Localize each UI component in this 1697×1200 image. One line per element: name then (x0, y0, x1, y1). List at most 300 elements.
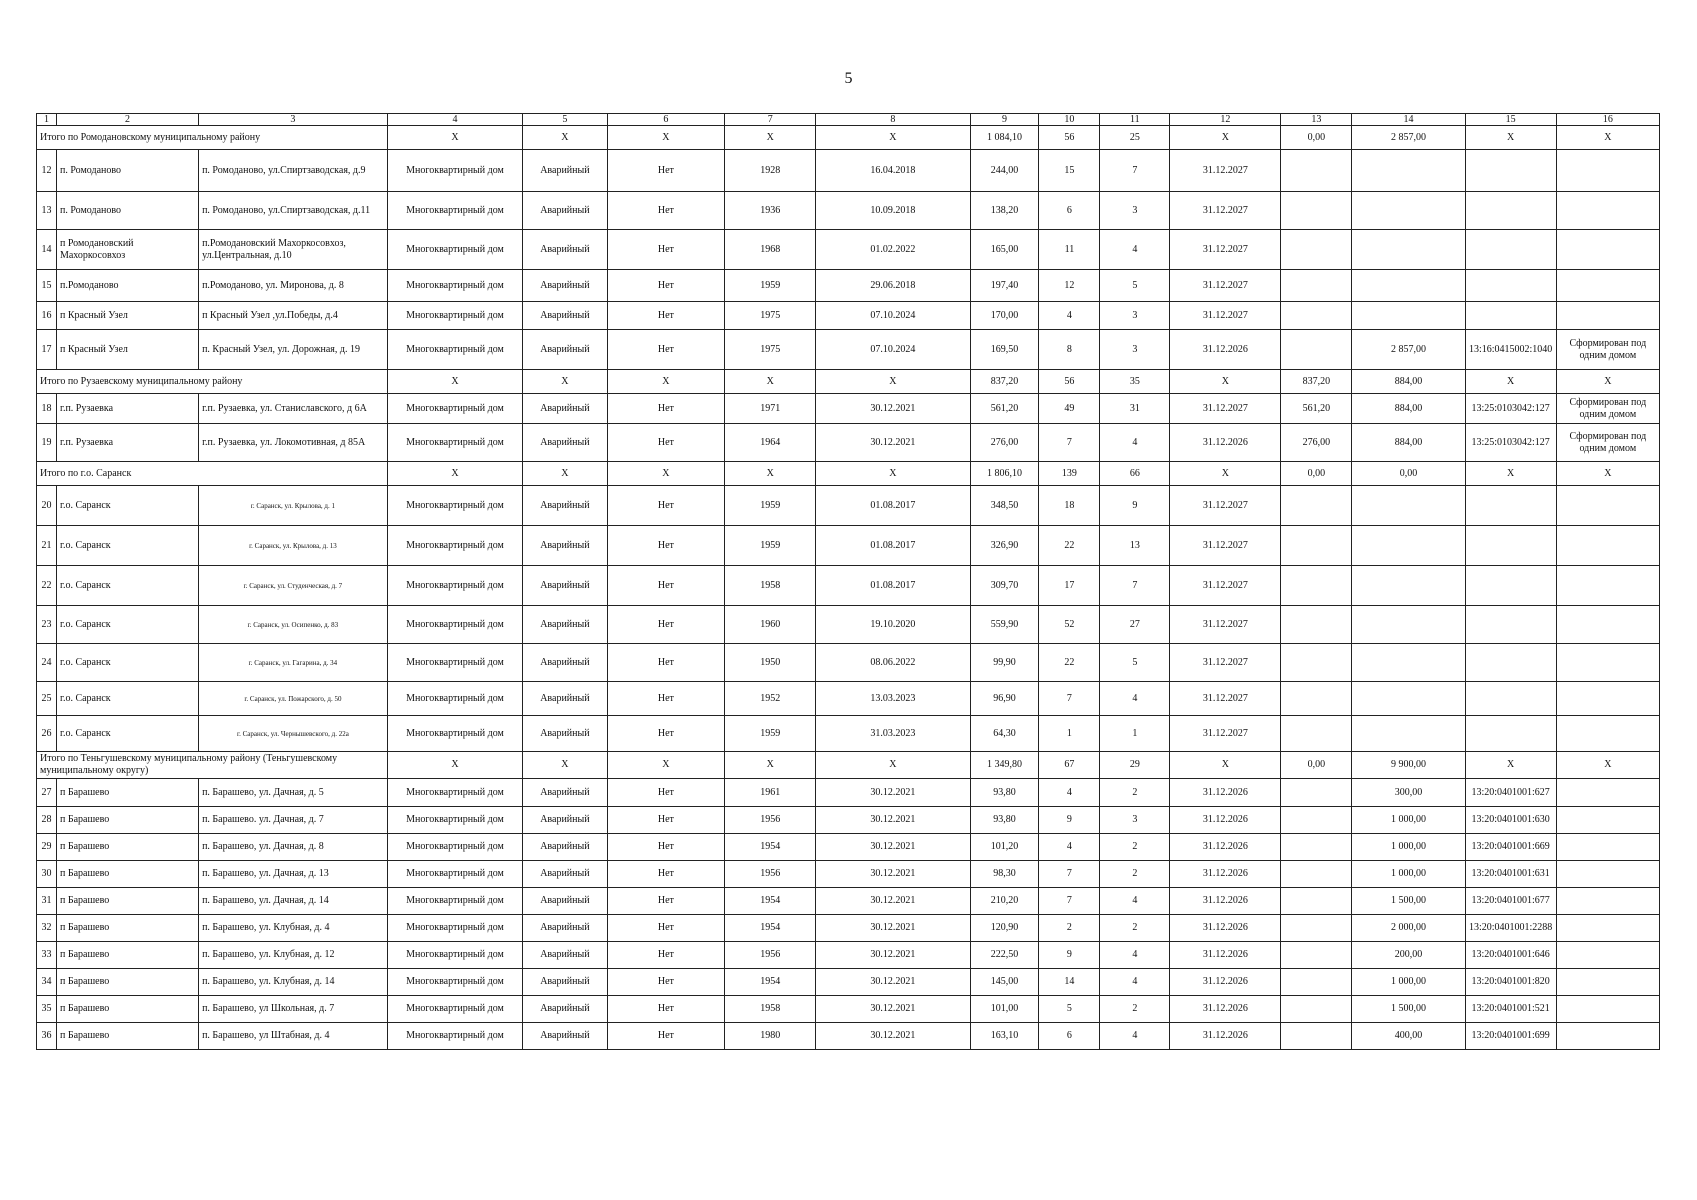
recognition-date: 30.12.2021 (816, 1023, 970, 1050)
table-row (37, 424, 1660, 462)
resettlement-deadline: 31.12.2026 (1170, 861, 1281, 888)
address: г.п. Рузаевка, ул. Локомотивная, д 85А (199, 424, 388, 462)
col-13 (1281, 682, 1352, 716)
condition: Аварийный (523, 486, 607, 526)
row-number: 23 (37, 606, 57, 644)
building-type: Многоквартирный дом (387, 644, 522, 682)
resettlement-deadline: 31.12.2027 (1170, 394, 1281, 424)
section-total-value: X (1556, 370, 1659, 394)
settlement: п Красный Узел (56, 302, 198, 330)
column-number-row (37, 114, 1660, 126)
year-built: 1961 (725, 779, 816, 807)
col-14: 400,00 (1352, 1023, 1465, 1050)
area: 309,70 (970, 566, 1039, 606)
condition: Аварийный (523, 644, 607, 682)
recognition-date: 08.06.2022 (816, 644, 970, 682)
row-number: 35 (37, 996, 57, 1023)
area: 348,50 (970, 486, 1039, 526)
residents: 7 (1039, 682, 1100, 716)
address: п. Ромоданово, ул.Спиртзаводская, д.11 (199, 192, 388, 230)
settlement: п Ромодановский Махоркосовхоз (56, 230, 198, 270)
residents: 22 (1039, 644, 1100, 682)
note (1556, 969, 1659, 996)
col-14: 2 857,00 (1352, 330, 1465, 370)
cadastral-number (1465, 526, 1556, 566)
area: 93,80 (970, 807, 1039, 834)
building-type: Многоквартирный дом (387, 996, 522, 1023)
section-total-value: 56 (1039, 370, 1100, 394)
cadastral-number (1465, 192, 1556, 230)
address: п. Барашево, ул. Дачная, д. 5 (199, 779, 388, 807)
cadastral-number: 13:20:0401001:699 (1465, 1023, 1556, 1050)
area: 276,00 (970, 424, 1039, 462)
settlement: г.п. Рузаевка (56, 394, 198, 424)
residents: 18 (1039, 486, 1100, 526)
condition: Аварийный (523, 270, 607, 302)
settlement: г.о. Саранск (56, 716, 198, 752)
column-number: 11 (1100, 114, 1170, 126)
apartments: 7 (1100, 566, 1170, 606)
resettlement-deadline: 31.12.2026 (1170, 779, 1281, 807)
column-number: 3 (199, 114, 388, 126)
column-number: 4 (387, 114, 522, 126)
apartments: 31 (1100, 394, 1170, 424)
settlement: п Барашево (56, 779, 198, 807)
col-14: 1 000,00 (1352, 969, 1465, 996)
resettlement-deadline: 31.12.2027 (1170, 192, 1281, 230)
recognition-date: 19.10.2020 (816, 606, 970, 644)
address: г. Саранск, ул. Пожарского, д. 50 (199, 682, 388, 716)
row-number: 22 (37, 566, 57, 606)
year-built: 1956 (725, 861, 816, 888)
area: 165,00 (970, 230, 1039, 270)
year-built: 1950 (725, 644, 816, 682)
building-type: Многоквартирный дом (387, 606, 522, 644)
section-total-value: X (1556, 126, 1659, 150)
cadastral-number: 13:20:0401001:627 (1465, 779, 1556, 807)
row-number: 15 (37, 270, 57, 302)
apartments: 3 (1100, 330, 1170, 370)
apartments: 2 (1100, 996, 1170, 1023)
building-type: Многоквартирный дом (387, 192, 522, 230)
apartments: 5 (1100, 270, 1170, 302)
area: 145,00 (970, 969, 1039, 996)
residents: 4 (1039, 779, 1100, 807)
resettlement-deadline: 31.12.2027 (1170, 606, 1281, 644)
section-total-title: Итого по г.о. Саранск (37, 462, 388, 486)
condition: Аварийный (523, 682, 607, 716)
flag: Нет (607, 644, 725, 682)
col-13 (1281, 330, 1352, 370)
column-number: 15 (1465, 114, 1556, 126)
year-built: 1959 (725, 716, 816, 752)
section-total-value: X (387, 370, 522, 394)
cadastral-number: 13:25:0103042:127 (1465, 394, 1556, 424)
section-total-value: X (387, 126, 522, 150)
flag: Нет (607, 150, 725, 192)
row-number: 30 (37, 861, 57, 888)
address: п. Барашево. ул. Дачная, д. 7 (199, 807, 388, 834)
apartments: 7 (1100, 150, 1170, 192)
year-built: 1958 (725, 566, 816, 606)
col-14 (1352, 230, 1465, 270)
apartments: 3 (1100, 192, 1170, 230)
table-row (37, 644, 1660, 682)
col-13 (1281, 969, 1352, 996)
settlement: г.о. Саранск (56, 606, 198, 644)
resettlement-deadline: 31.12.2027 (1170, 230, 1281, 270)
section-total-value: X (523, 752, 607, 779)
section-total-value: 1 084,10 (970, 126, 1039, 150)
col-13 (1281, 606, 1352, 644)
condition: Аварийный (523, 996, 607, 1023)
col-13 (1281, 150, 1352, 192)
area: 98,30 (970, 861, 1039, 888)
condition: Аварийный (523, 606, 607, 644)
apartments: 4 (1100, 942, 1170, 969)
col-14 (1352, 606, 1465, 644)
year-built: 1975 (725, 302, 816, 330)
condition: Аварийный (523, 779, 607, 807)
address: п.Ромоданово, ул. Миронова, д. 8 (199, 270, 388, 302)
table-row (37, 270, 1660, 302)
section-total-value: 1 349,80 (970, 752, 1039, 779)
settlement: г.о. Саранск (56, 486, 198, 526)
col-13 (1281, 716, 1352, 752)
note (1556, 915, 1659, 942)
recognition-date: 07.10.2024 (816, 302, 970, 330)
section-total-value: 67 (1039, 752, 1100, 779)
recognition-date: 30.12.2021 (816, 779, 970, 807)
recognition-date: 30.12.2021 (816, 942, 970, 969)
col-14 (1352, 192, 1465, 230)
address: г. Саранск, ул. Гагарина, д. 34 (199, 644, 388, 682)
condition: Аварийный (523, 150, 607, 192)
col-13 (1281, 996, 1352, 1023)
section-total-value: 0,00 (1281, 462, 1352, 486)
note (1556, 270, 1659, 302)
condition: Аварийный (523, 302, 607, 330)
section-total-value: X (816, 752, 970, 779)
cadastral-number (1465, 606, 1556, 644)
flag: Нет (607, 330, 725, 370)
building-type: Многоквартирный дом (387, 230, 522, 270)
col-13 (1281, 230, 1352, 270)
column-number: 12 (1170, 114, 1281, 126)
table-row (37, 1023, 1660, 1050)
section-total-value: X (1465, 462, 1556, 486)
col-14: 2 000,00 (1352, 915, 1465, 942)
settlement: п Барашево (56, 888, 198, 915)
col-14: 884,00 (1352, 394, 1465, 424)
building-type: Многоквартирный дом (387, 915, 522, 942)
table-row (37, 566, 1660, 606)
year-built: 1964 (725, 424, 816, 462)
building-type: Многоквартирный дом (387, 861, 522, 888)
condition: Аварийный (523, 192, 607, 230)
year-built: 1936 (725, 192, 816, 230)
cadastral-number: 13:25:0103042:127 (1465, 424, 1556, 462)
building-type: Многоквартирный дом (387, 969, 522, 996)
section-total-value: X (1170, 370, 1281, 394)
section-total-value: 0,00 (1352, 462, 1465, 486)
column-number: 7 (725, 114, 816, 126)
col-13: 561,20 (1281, 394, 1352, 424)
section-total-value: X (523, 370, 607, 394)
year-built: 1954 (725, 915, 816, 942)
settlement: п. Ромоданово (56, 192, 198, 230)
apartments: 2 (1100, 834, 1170, 861)
section-total-title: Итого по Теньгушевскому муниципальному району (Теньгушевскому муниципальному округу) (37, 752, 388, 779)
settlement: г.о. Саранск (56, 682, 198, 716)
column-number: 5 (523, 114, 607, 126)
col-13 (1281, 192, 1352, 230)
note (1556, 682, 1659, 716)
address: п. Барашево, ул. Клубная, д. 4 (199, 915, 388, 942)
building-type: Многоквартирный дом (387, 566, 522, 606)
apartments: 27 (1100, 606, 1170, 644)
residents: 5 (1039, 996, 1100, 1023)
flag: Нет (607, 888, 725, 915)
residents: 6 (1039, 1023, 1100, 1050)
flag: Нет (607, 807, 725, 834)
area: 559,90 (970, 606, 1039, 644)
note (1556, 942, 1659, 969)
section-total-value: 56 (1039, 126, 1100, 150)
area: 64,30 (970, 716, 1039, 752)
address: г. Саранск, ул. Осипенко, д. 83 (199, 606, 388, 644)
condition: Аварийный (523, 716, 607, 752)
settlement: п. Ромоданово (56, 150, 198, 192)
column-number: 2 (56, 114, 198, 126)
recognition-date: 01.08.2017 (816, 566, 970, 606)
cadastral-number: 13:20:0401001:630 (1465, 807, 1556, 834)
cadastral-number: 13:20:0401001:521 (1465, 996, 1556, 1023)
col-13 (1281, 861, 1352, 888)
column-number: 16 (1556, 114, 1659, 126)
address: п. Барашево, ул. Дачная, д. 13 (199, 861, 388, 888)
year-built: 1959 (725, 486, 816, 526)
col-13 (1281, 526, 1352, 566)
row-number: 33 (37, 942, 57, 969)
section-total-row (37, 752, 1660, 779)
flag: Нет (607, 1023, 725, 1050)
year-built: 1954 (725, 969, 816, 996)
section-total-value: 0,00 (1281, 126, 1352, 150)
settlement: п Барашево (56, 996, 198, 1023)
row-number: 28 (37, 807, 57, 834)
table-row (37, 915, 1660, 942)
col-13 (1281, 644, 1352, 682)
section-total-value: 837,20 (970, 370, 1039, 394)
flag: Нет (607, 861, 725, 888)
recognition-date: 31.03.2023 (816, 716, 970, 752)
col-13 (1281, 302, 1352, 330)
building-type: Многоквартирный дом (387, 1023, 522, 1050)
recognition-date: 30.12.2021 (816, 915, 970, 942)
year-built: 1959 (725, 270, 816, 302)
resettlement-deadline: 31.12.2027 (1170, 486, 1281, 526)
address: п Красный Узел ,ул.Победы, д.4 (199, 302, 388, 330)
condition: Аварийный (523, 230, 607, 270)
residents: 9 (1039, 942, 1100, 969)
row-number: 27 (37, 779, 57, 807)
settlement: п Красный Узел (56, 330, 198, 370)
section-total-value: 0,00 (1281, 752, 1352, 779)
resettlement-deadline: 31.12.2026 (1170, 915, 1281, 942)
section-total-value: X (725, 370, 816, 394)
section-total-value: X (1170, 462, 1281, 486)
col-13: 276,00 (1281, 424, 1352, 462)
condition: Аварийный (523, 566, 607, 606)
condition: Аварийный (523, 861, 607, 888)
settlement: п Барашево (56, 807, 198, 834)
note (1556, 996, 1659, 1023)
row-number: 21 (37, 526, 57, 566)
apartments: 9 (1100, 486, 1170, 526)
residents: 11 (1039, 230, 1100, 270)
address: г. Саранск, ул. Крылова, д. 13 (199, 526, 388, 566)
year-built: 1956 (725, 807, 816, 834)
area: 93,80 (970, 779, 1039, 807)
section-total-value: X (607, 370, 725, 394)
year-built: 1956 (725, 942, 816, 969)
col-14 (1352, 526, 1465, 566)
area: 101,00 (970, 996, 1039, 1023)
col-14 (1352, 682, 1465, 716)
recognition-date: 01.02.2022 (816, 230, 970, 270)
cadastral-number (1465, 682, 1556, 716)
section-total-value: X (607, 126, 725, 150)
col-14: 200,00 (1352, 942, 1465, 969)
table-row (37, 716, 1660, 752)
table-row (37, 779, 1660, 807)
area: 244,00 (970, 150, 1039, 192)
address: п. Барашево, ул. Клубная, д. 12 (199, 942, 388, 969)
recognition-date: 30.12.2021 (816, 996, 970, 1023)
section-total-row (37, 462, 1660, 486)
resettlement-deadline: 31.12.2026 (1170, 942, 1281, 969)
settlement: п Барашево (56, 834, 198, 861)
row-number: 19 (37, 424, 57, 462)
condition: Аварийный (523, 424, 607, 462)
note (1556, 888, 1659, 915)
section-total-row (37, 126, 1660, 150)
resettlement-deadline: 31.12.2027 (1170, 150, 1281, 192)
address: г. Саранск, ул. Студенческая, д. 7 (199, 566, 388, 606)
cadastral-number: 13:20:0401001:646 (1465, 942, 1556, 969)
note (1556, 486, 1659, 526)
area: 326,90 (970, 526, 1039, 566)
cadastral-number: 13:20:0401001:631 (1465, 861, 1556, 888)
recognition-date: 01.08.2017 (816, 486, 970, 526)
area: 138,20 (970, 192, 1039, 230)
col-13 (1281, 779, 1352, 807)
condition: Аварийный (523, 807, 607, 834)
table-row (37, 807, 1660, 834)
housing-table-container (36, 113, 1660, 1050)
section-total-value: 35 (1100, 370, 1170, 394)
apartments: 1 (1100, 716, 1170, 752)
flag: Нет (607, 192, 725, 230)
housing-table (36, 113, 1660, 1050)
section-total-value: 25 (1100, 126, 1170, 150)
section-total-value: 9 900,00 (1352, 752, 1465, 779)
table-row (37, 969, 1660, 996)
year-built: 1971 (725, 394, 816, 424)
resettlement-deadline: 31.12.2026 (1170, 1023, 1281, 1050)
settlement: г.о. Саранск (56, 566, 198, 606)
flag: Нет (607, 996, 725, 1023)
condition: Аварийный (523, 330, 607, 370)
section-total-value: 66 (1100, 462, 1170, 486)
cadastral-number: 13:20:0401001:820 (1465, 969, 1556, 996)
cadastral-number (1465, 150, 1556, 192)
address: г. Саранск, ул. Чернышевского, д. 22а (199, 716, 388, 752)
col-14 (1352, 150, 1465, 192)
settlement: г.о. Саранск (56, 526, 198, 566)
address: п. Барашево, ул. Клубная, д. 14 (199, 969, 388, 996)
cadastral-number: 13:20:0401001:669 (1465, 834, 1556, 861)
recognition-date: 16.04.2018 (816, 150, 970, 192)
col-14: 884,00 (1352, 424, 1465, 462)
area: 163,10 (970, 1023, 1039, 1050)
year-built: 1958 (725, 996, 816, 1023)
residents: 4 (1039, 834, 1100, 861)
section-total-value: X (816, 370, 970, 394)
condition: Аварийный (523, 888, 607, 915)
cadastral-number (1465, 566, 1556, 606)
residents: 22 (1039, 526, 1100, 566)
flag: Нет (607, 969, 725, 996)
apartments: 3 (1100, 302, 1170, 330)
note (1556, 526, 1659, 566)
note (1556, 1023, 1659, 1050)
section-total-value: X (816, 462, 970, 486)
note (1556, 150, 1659, 192)
section-total-value: X (1465, 126, 1556, 150)
building-type: Многоквартирный дом (387, 526, 522, 566)
settlement: п Барашево (56, 942, 198, 969)
building-type: Многоквартирный дом (387, 150, 522, 192)
note (1556, 807, 1659, 834)
column-number: 10 (1039, 114, 1100, 126)
row-number: 18 (37, 394, 57, 424)
note: Сформирован под одним домом (1556, 394, 1659, 424)
flag: Нет (607, 915, 725, 942)
row-number: 32 (37, 915, 57, 942)
column-number: 13 (1281, 114, 1352, 126)
settlement: п Барашево (56, 861, 198, 888)
condition: Аварийный (523, 1023, 607, 1050)
section-total-value: X (523, 126, 607, 150)
residents: 8 (1039, 330, 1100, 370)
resettlement-deadline: 31.12.2026 (1170, 330, 1281, 370)
resettlement-deadline: 31.12.2027 (1170, 644, 1281, 682)
flag: Нет (607, 942, 725, 969)
section-total-row (37, 370, 1660, 394)
section-total-value: 1 806,10 (970, 462, 1039, 486)
row-number: 16 (37, 302, 57, 330)
resettlement-deadline: 31.12.2026 (1170, 888, 1281, 915)
settlement: п Барашево (56, 915, 198, 942)
building-type: Многоквартирный дом (387, 394, 522, 424)
section-total-value: X (725, 752, 816, 779)
flag: Нет (607, 526, 725, 566)
cadastral-number (1465, 716, 1556, 752)
recognition-date: 30.12.2021 (816, 394, 970, 424)
address: п. Барашево, ул Штабная, д. 4 (199, 1023, 388, 1050)
